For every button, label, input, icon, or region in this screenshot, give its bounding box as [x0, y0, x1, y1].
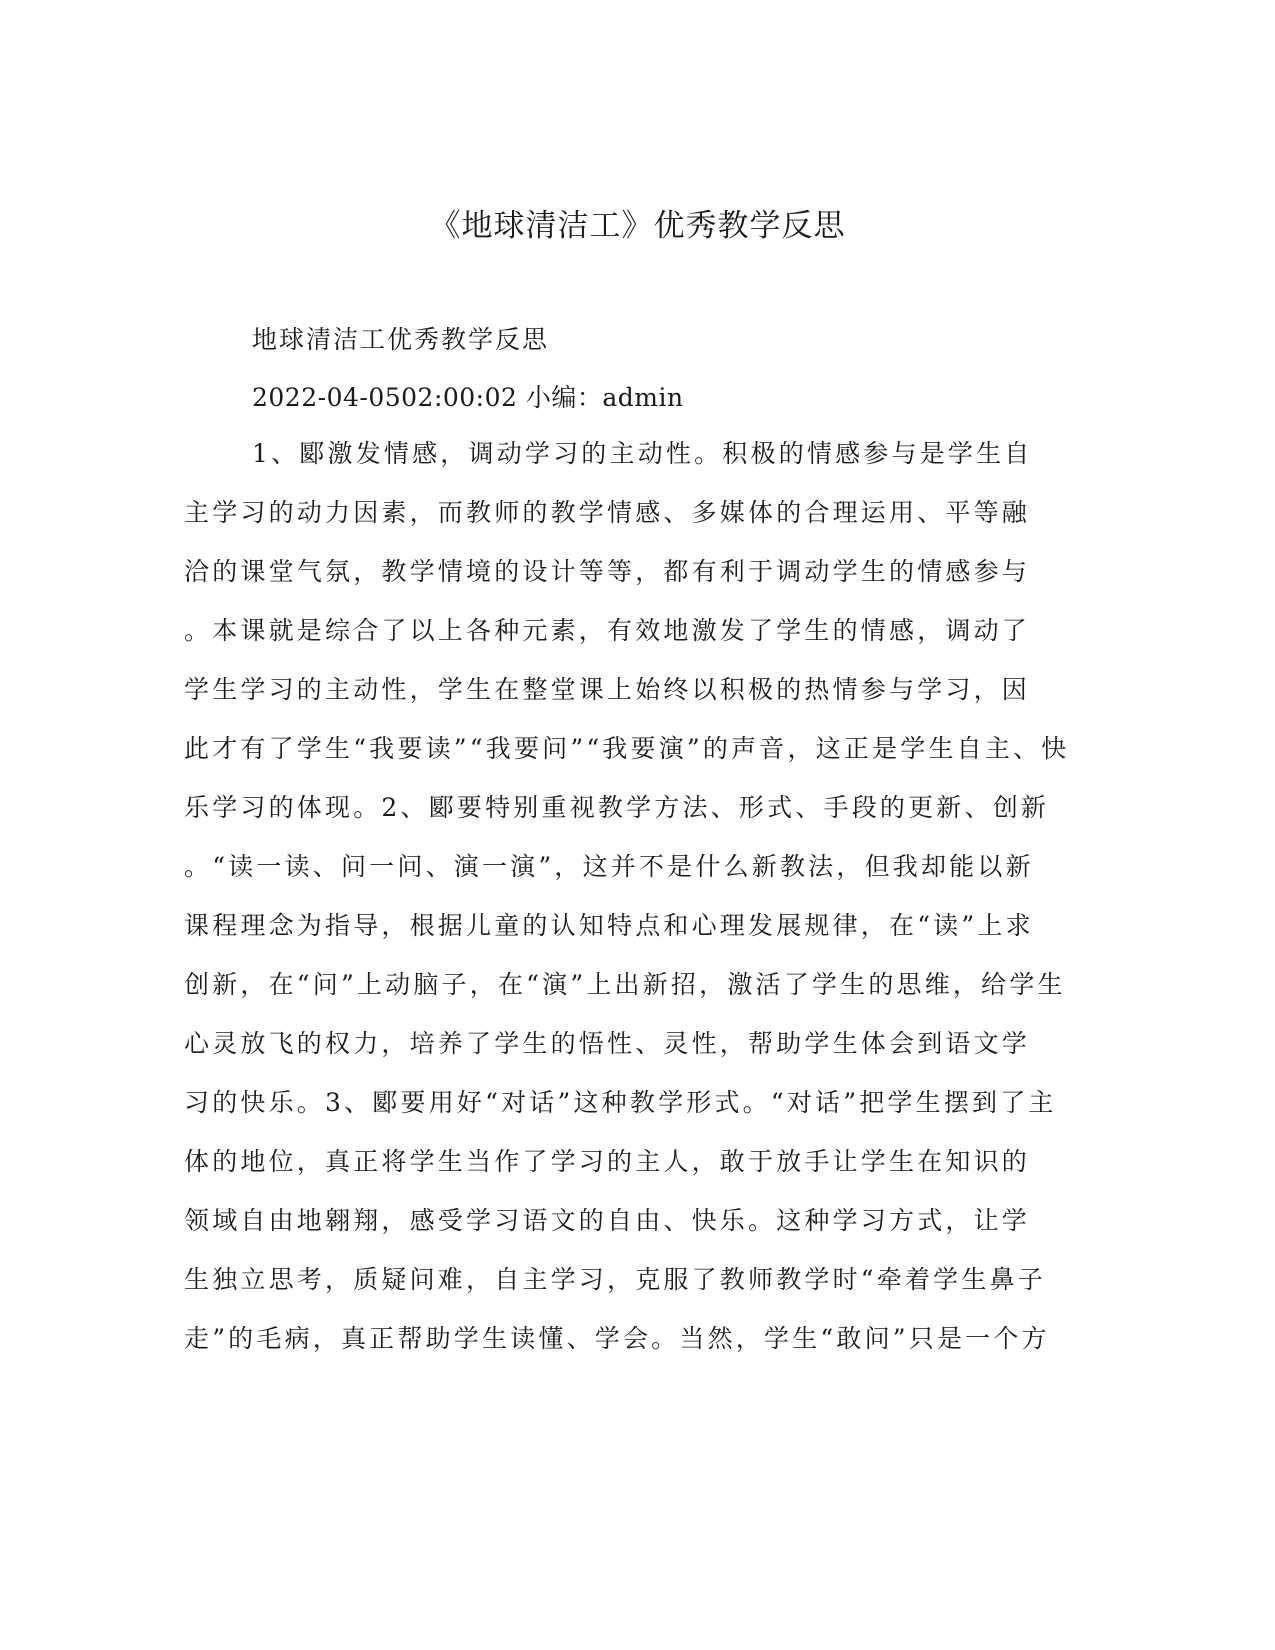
body-line: 洽的课堂气氛，教学情境的设计等等，都有利于调动学生的情感参与 — [184, 557, 1031, 586]
body-line: 习的快乐。3、郾要用好“对话”这种教学形式。“对话”把学生摆到了主 — [184, 1088, 1057, 1117]
body-line: 。本课就是综合了以上各种元素，有效地激发了学生的情感，调动了 — [184, 616, 1031, 645]
body-line: 。“读一读、问一问、演一演”，这并不是什么新教法，但我却能以新 — [184, 852, 1034, 881]
body-line: 学生学习的主动性，学生在整堂课上始终以积极的热情参与学习，因 — [184, 675, 1031, 704]
body-line: 生独立思考，质疑问难，自主学习，克服了教师教学时“牵着学生鼻子 — [184, 1265, 1046, 1294]
document-body — [184, 436, 1070, 1380]
body-line: 乐学习的体现。2、郾要特别重视教学方法、形式、手段的更新、创新 — [184, 793, 1050, 822]
body-line: 课程理念为指导，根据儿童的认知特点和心理发展规律，在“读”上求 — [184, 911, 1034, 940]
body-line: 创新，在“问”上动脑子，在“演”上出新招，激活了学生的思维，给学生 — [184, 970, 1066, 999]
document-title: 《地球清洁工》优秀教学反思 — [429, 208, 846, 244]
body-line: 心灵放飞的权力，培养了学生的悟性、灵性，帮助学生体会到语文学 — [184, 1029, 1031, 1058]
body-line: 主学习的动力因素，而教师的教学情感、多媒体的合理运用、平等融 — [184, 498, 1031, 527]
document-subtitle: 地球清洁工优秀教学反思 — [252, 325, 550, 354]
document-meta: 2022-04-0502:00:02 小编：admin — [252, 383, 684, 412]
body-line: 此才有了学生“我要读”“我要问”“我要演”的声音，这正是学生自主、快 — [184, 734, 1070, 763]
body-line: 领域自由地翱翔，感受学习语文的自由、快乐。这种学习方式，让学 — [184, 1206, 1031, 1235]
body-line: 体的地位，真正将学生当作了学习的主人，敢于放手让学生在知识的 — [184, 1147, 1031, 1176]
body-line: 走”的毛病，真正帮助学生读懂、学会。当然，学生“敢问”只是一个方 — [184, 1324, 1050, 1353]
body-line: 1、郾激发情感，调动学习的主动性。积极的情感参与是学生自 — [252, 439, 1033, 468]
